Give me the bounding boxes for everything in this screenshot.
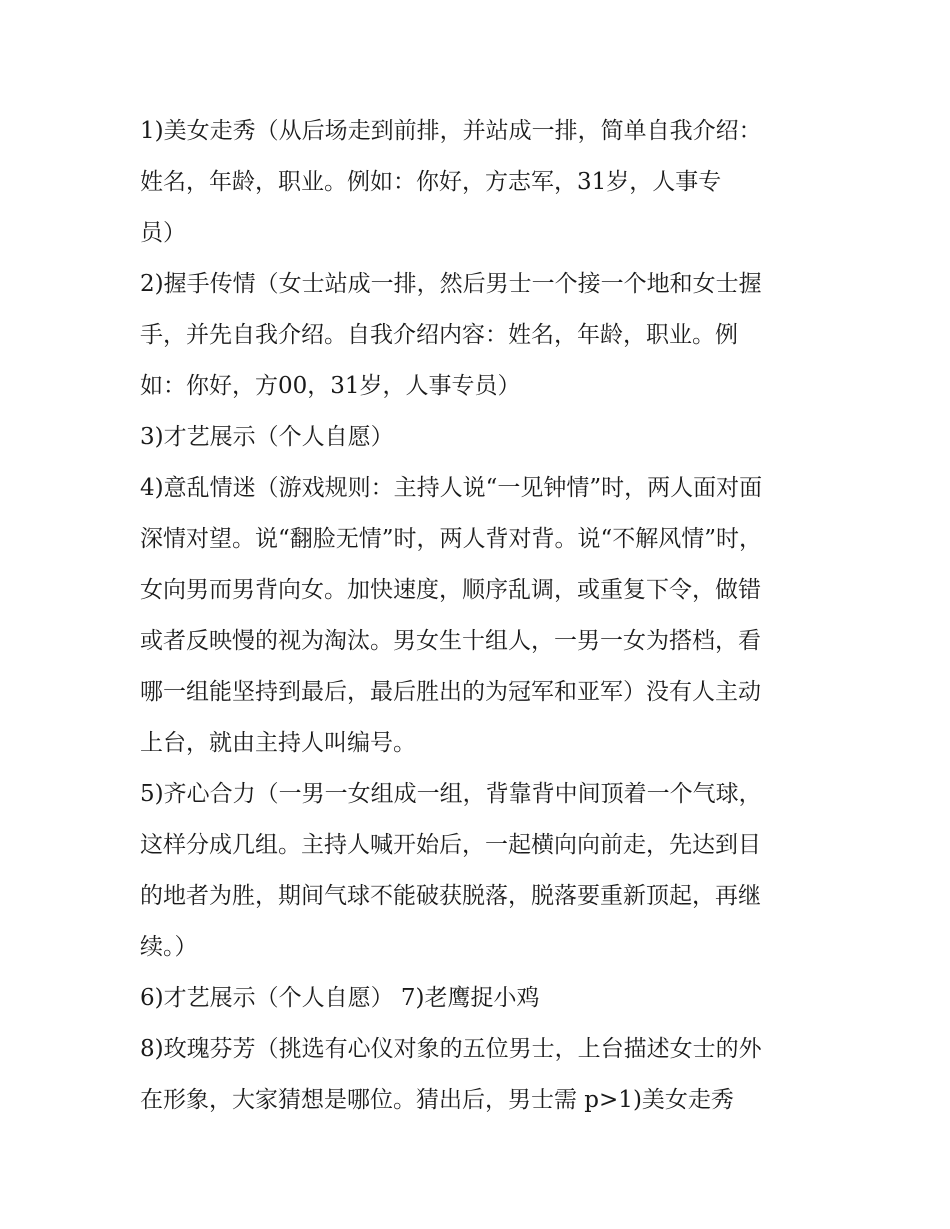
text-line: 3)才艺展示（个人自愿） [140,424,394,450]
text-line: 续。） [140,934,198,960]
text-line: 或者反映慢的视为淘汰。男女生十组人，一男一女为搭档，看 [140,628,761,654]
text-line: 上台，就由主持人叫编号。 [140,730,416,756]
text-line: 5)齐心合力（一男一女组成一组，背靠背中间顶着一个气球， [140,781,762,807]
text-line: 这样分成几组。主持人喊开始后，一起横向向前走，先达到目 [140,832,761,858]
text-line: 如：你好，方00，31岁，人事专员） [140,373,521,399]
text-line: 在形象，大家猜想是哪位。猜出后，男士需 p>1)美女走秀 [140,1087,734,1113]
text-line: 的地者为胜，期间气球不能破获脱落，脱落要重新顶起，再继 [140,883,761,909]
text-line: 1)美女走秀（从后场走到前排，并站成一排，简单自我介绍： [140,118,762,144]
text-line: 员） [140,220,186,246]
text-line: 2)握手传情（女士站成一排，然后男士一个接一个地和女士握 [140,271,762,297]
text-line: 手，并先自我介绍。自我介绍内容：姓名，年龄，职业。例 [140,322,738,348]
text-line: 深情对望。说“翻脸无情”时，两人背对背。说“不解风情”时， [140,526,763,552]
document-body [140,106,820,1126]
text-line: 姓名，年龄，职业。例如：你好，方志军，31岁，人事专 [140,169,722,195]
text-line: 女向男而男背向女。加快速度，顺序乱调，或重复下令，做错 [140,577,761,603]
text-line: 哪一组能坚持到最后，最后胜出的为冠军和亚军）没有人主动 [140,679,761,705]
text-line: 6)才艺展示（个人自愿） 7)老鹰捉小鸡 [140,985,540,1011]
text-line: 8)玫瑰芬芳（挑选有心仪对象的五位男士，上台描述女士的外 [140,1036,762,1062]
text-line: 4)意乱情迷（游戏规则：主持人说“一见钟情”时，两人面对面 [140,475,763,501]
